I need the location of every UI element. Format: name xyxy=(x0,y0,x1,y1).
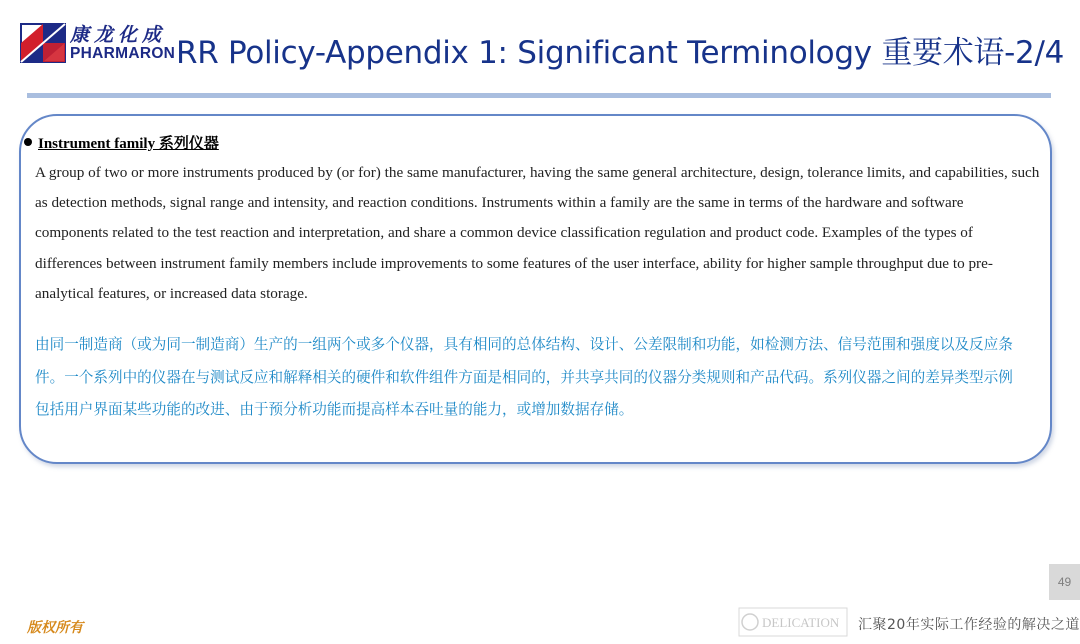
company-logo xyxy=(20,20,175,68)
page-title: RR Policy-Appendix 1: Significant Terminology 重要术语-2/4 xyxy=(176,35,1065,71)
logo-chinese-name: 康龙化成 xyxy=(70,24,167,46)
logo-english-name: PHARMARON xyxy=(70,45,176,62)
copyright-notice: 版权所有 xyxy=(27,620,83,636)
term-label: Instrument family 系列仪器 xyxy=(38,136,219,152)
watermark-logo-text: DELICATION xyxy=(762,615,840,630)
english-definition: A group of two or more instruments produced by (or for) the same manufacturer, having the same general architecture, design, tolerance limits, and capabilities, such as detection methods, signal range and intensity, and reaction conditions. Instruments within a family are the same in terms of the hardware and software components related to the test reaction and interpretation, and share a common device classification regulation and product code. Examples of the types of differences between instrument family members include improvements to some features of the user interface, ability for higher sample throughput due to pre-analytical features, or increased data storage. xyxy=(35,164,1040,302)
bullet-icon xyxy=(24,138,32,146)
footer-watermark xyxy=(738,605,1080,639)
page-number: 49 xyxy=(1049,564,1080,600)
term-heading xyxy=(24,132,219,153)
watermark-slogan: 汇聚20年实际工作经验的解决之道 xyxy=(858,617,1080,633)
chinese-definition: 由同一制造商（或为同一制造商）生产的一组两个或多个仪器，具有相同的总体结构、设计、公差限制和功能，如检测方法、信号范围和强度以及反应条件。一个系列中的仪器在与测试反应和解释相关的硬件和软件组件方面是相同的，并共享共同的仪器分类规则和产品代码。系列仪器之间的差异类型示例包括用户界面某些功能的改进、由于预分析功能而提高样本吞吐量的能力，或增加数据存储。 xyxy=(35,336,1013,418)
pharmaron-logo-icon xyxy=(20,23,66,63)
watermark-logo-icon xyxy=(738,607,848,637)
title-divider xyxy=(27,93,1051,98)
